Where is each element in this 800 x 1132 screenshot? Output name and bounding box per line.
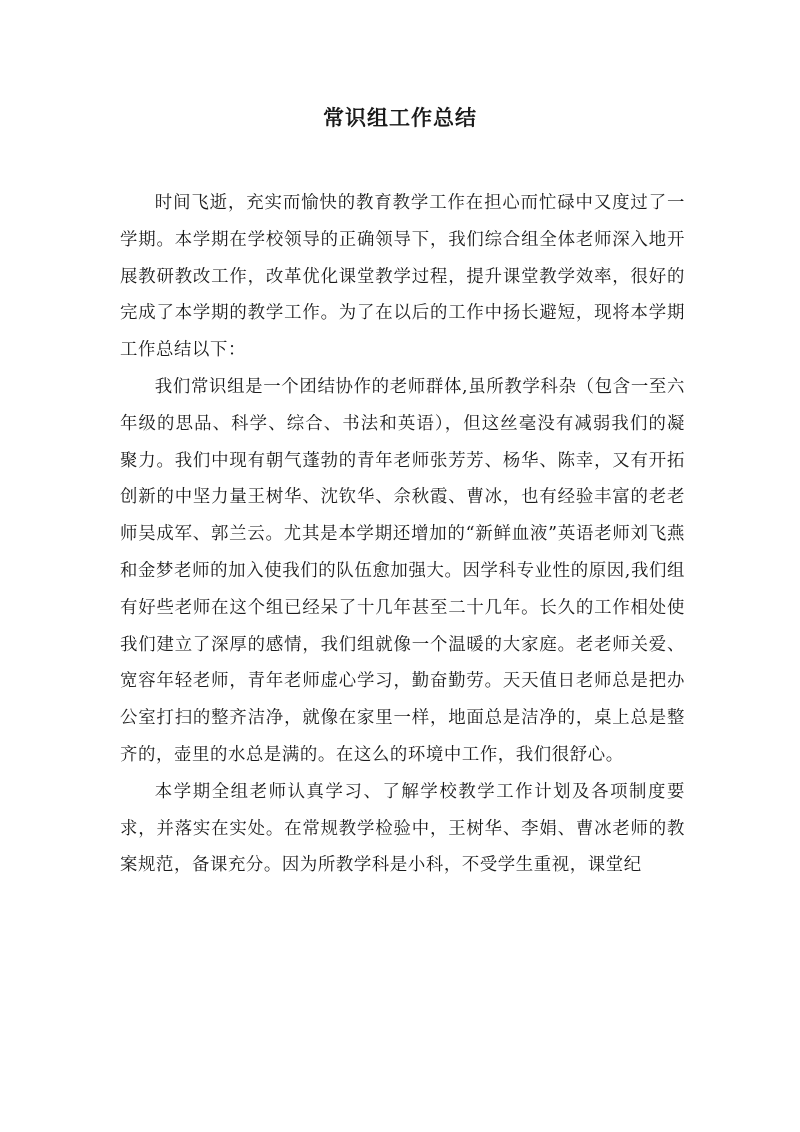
document-title: 常识组工作总结 <box>323 105 477 130</box>
paragraph-teaching: 本学期全组老师认真学习、了解学校教学工作计划及各项制度要求，并落实在实处。在常规教学检验中，王树华、李娟、曹冰老师的教案规范，备课充分。因为所教学科是小科，不受学生重视，课堂纪 <box>120 781 685 876</box>
paragraph-team: 我们常识组是一个团结协作的老师群体,虽所教学科杂（包含一至六年级的思品、科学、综合、书法和英语），但这丝毫没有减弱我们的凝聚力。我们中现有朝气蓬勃的青年老师张芳芳、杨华、陈幸，又有开拓创新的中坚力量王树华、沈钦华、佘秋霞、曹冰，也有经验丰富的老老师吴成军、郭兰云。尤其是本学期还增加的“新鲜血液”英语老师刘飞燕和金梦老师的加入使我们的队伍愈加强大。因学科专业性的原因,我们组有好些老师在这个组已经呆了十几年甚至二十几年。长久的工作相处使我们建立了深厚的感情，我们组就像一个温暖的大家庭。老老师关爱、宽容年轻老师，青年老师虚心学习，勤奋勤劳。天天值日老师总是把办公室打扫的整齐洁净，就像在家里一样，地面总是洁净的，桌上总是整齐的，壶里的水总是满的。在这么的环境中工作，我们很舒心。 <box>120 376 685 765</box>
paragraph-intro: 时间飞逝，充实而愉快的教育教学工作在担心而忙碌中又度过了一学期。本学期在学校领导的正确领导下，我们综合组全体老师深入地开展教研教改工作，改革优化课堂教学过程，提升课堂教学效率，很好的完成了本学期的教学工作。为了在以后的工作中扬长避短，现将本学期工作总结以下： <box>120 193 685 361</box>
document-body <box>120 185 685 884</box>
